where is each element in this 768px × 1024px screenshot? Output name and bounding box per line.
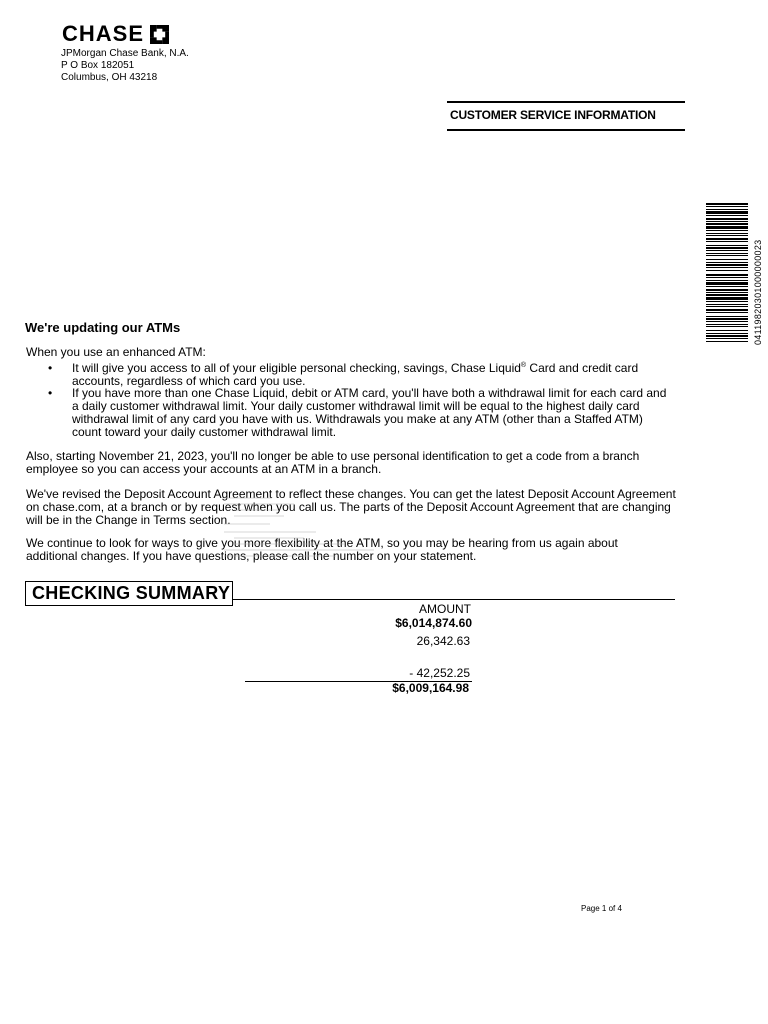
- section-rule: [232, 599, 675, 600]
- bullet-text: If you have more than one Chase Liquid, debit or ATM card, you'll have both a withdrawal limit for each card and a daily customer withdrawal limit. Your daily customer withdrawal limit will be equal to the highest daily card withdrawal limit of any card you have with us. Withdrawals you make at any ATM (other than a Staffed ATM) count toward your daily customer withdrawal limit.: [72, 386, 667, 439]
- notice-intro: When you use an enhanced ATM:: [26, 345, 206, 359]
- chase-octagon-icon: [150, 25, 169, 44]
- barcode-number: 04119820301000000023: [753, 239, 763, 345]
- faint-overlay-artifact: [224, 494, 384, 564]
- bullet-text: It will give you access to all of your eligible personal checking, savings, Chase Liquid® Card and credit card accounts, regardless of which card you use.: [72, 361, 639, 388]
- chase-logo: [62, 22, 169, 46]
- customer-service-header: [447, 101, 685, 131]
- notice-title: We're updating our ATMs: [25, 320, 181, 335]
- notice-paragraph: Also, starting November 21, 2023, you'll no longer be able to use personal identification to get a code from a branch employee so you can access your accounts at an ATM in a branch.: [26, 449, 640, 476]
- address-line: JPMorgan Chase Bank, N.A.: [61, 48, 189, 59]
- address-line: Columbus, OH 43218: [61, 72, 158, 83]
- bullet-dot: •: [48, 386, 53, 400]
- notice-paragraph: We've revised the Deposit Account Agreement to reflect these changes. You can get the latest Deposit Account Agreement on chase.com, at a branch or by request when you call us. The parts of the Deposit Account Agreement that are changing will be in the Change in Terms section.: [26, 487, 676, 527]
- brand-name: CHASE: [62, 21, 145, 46]
- bank-address: [61, 48, 189, 84]
- page-number: Page 1 of 4: [581, 904, 622, 913]
- beginning-balance-value: $6,014,874.60: [395, 616, 472, 630]
- address-line: P O Box 182051: [61, 60, 135, 71]
- checking-summary-header: [25, 581, 233, 606]
- customer-service-title: CUSTOMER SERVICE INFORMATION: [450, 108, 656, 122]
- withdrawals-value: - 42,252.25: [409, 666, 470, 680]
- checking-summary-title: CHECKING SUMMARY: [32, 583, 231, 603]
- barcode-image: [706, 203, 748, 345]
- notice-paragraph: We continue to look for ways to give you more flexibility at the ATM, so you may be hearing from us again about additional changes. If you have questions, please call the number on your statement.: [26, 536, 618, 563]
- bullet-dot: •: [48, 361, 53, 375]
- deposits-value: 26,342.63: [416, 634, 470, 648]
- ending-balance-value: $6,009,164.98: [392, 681, 469, 695]
- amount-column-header: AMOUNT: [419, 602, 471, 616]
